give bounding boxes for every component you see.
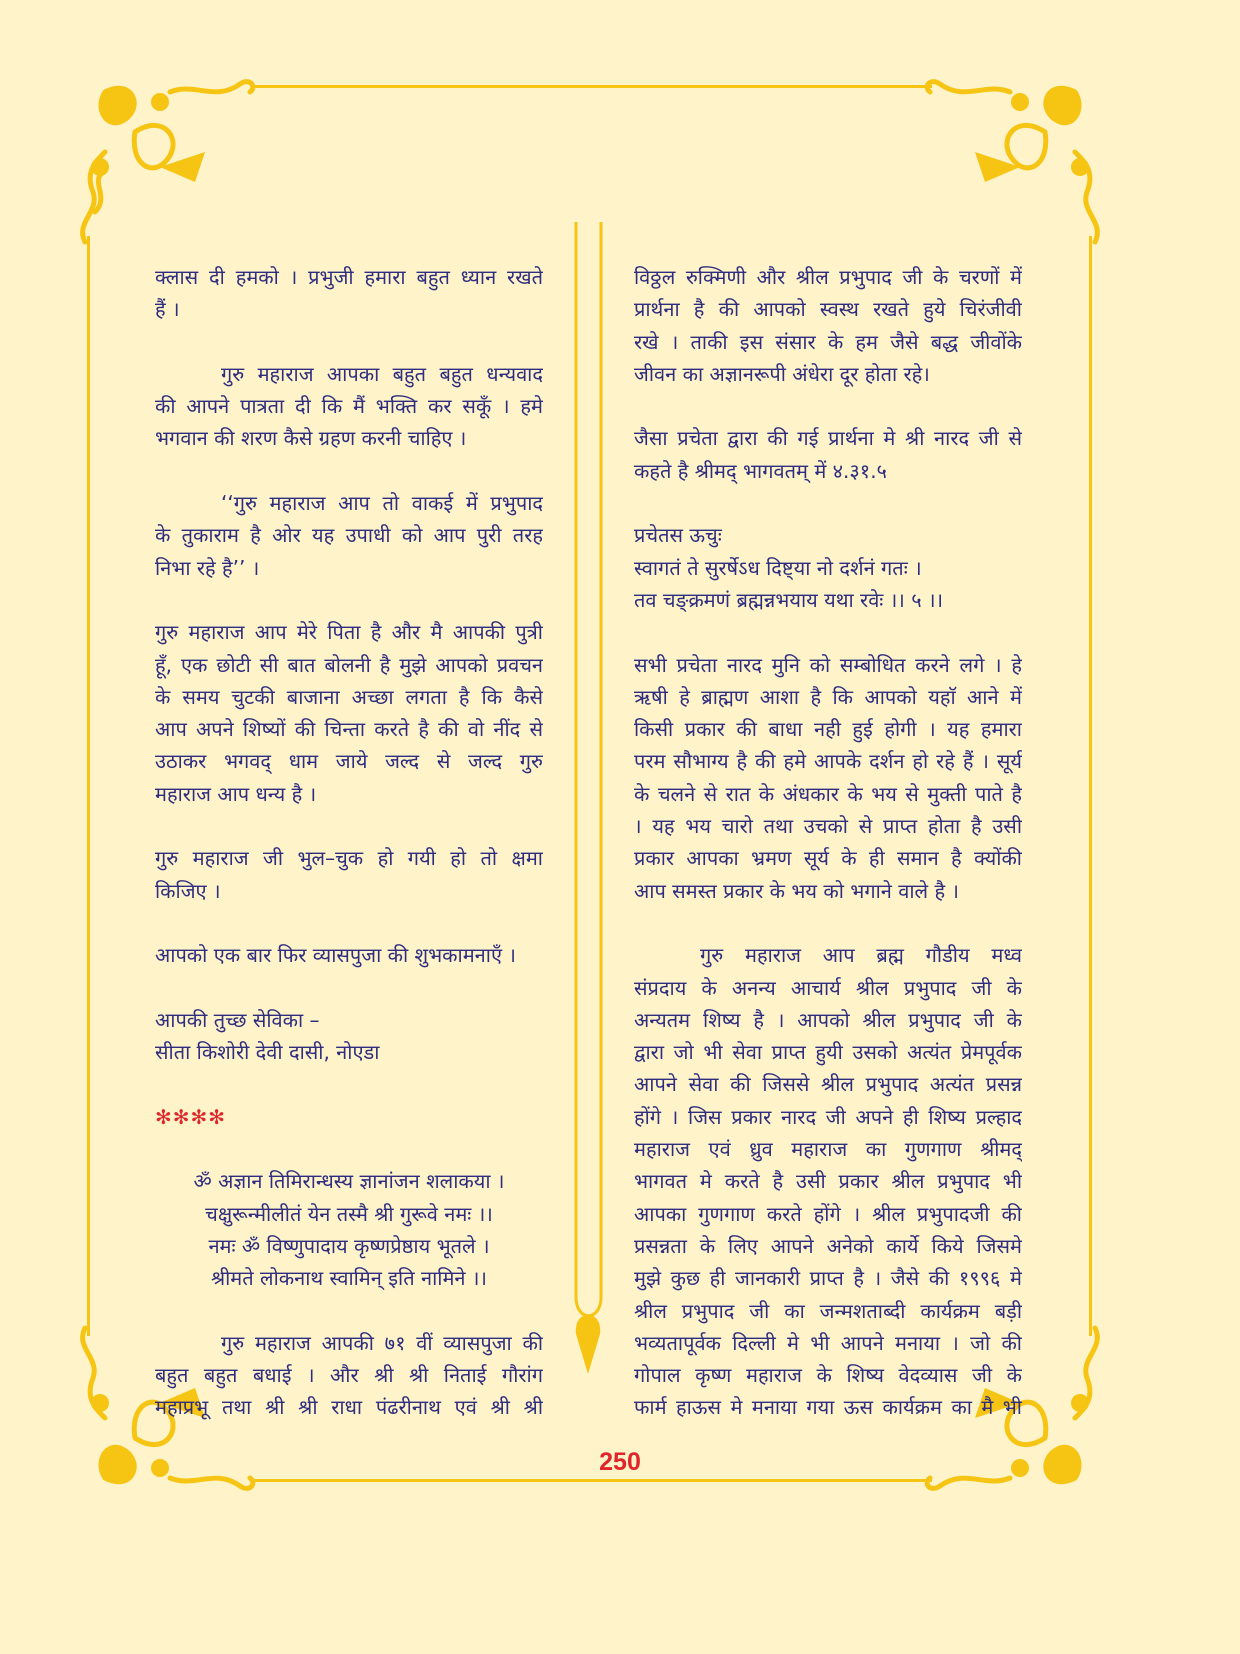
paragraph [634,422,1022,487]
text-line: आपने सेवा की जिससे श्रील प्रभुपाद अत्यंत प्रसन्न [634,1072,1022,1097]
text-line: आप समस्त प्रकार के भय को भगाने वाले है । [634,878,959,903]
paragraph-spacer [155,907,543,939]
paragraph-spacer [634,487,1022,519]
paragraph-spacer [155,455,543,487]
text-line: कहते है श्रीमद् भागवतम् में ४.३१.५ [634,458,887,483]
text-line: अन्यतम शिष्य है । आपको श्रील प्रभुपाद जी के [634,1007,1022,1032]
paragraph [634,261,1022,390]
text-line: महाप्रभू तथा श्री श्री राधा पंढरीनाथ एवं श्री श्री [155,1395,543,1420]
text-line: संप्रदाय के अनन्य आचार्य श्रील प्रभुपाद जी के [634,975,1022,1000]
text-line: आपका गुणगाण करते होंगे । श्रील प्रभुपादजी की [634,1201,1022,1226]
text-line: द्वारा जो भी सेवा प्राप्त हुयी उसको अत्यंत प्रेमपूर्वक [634,1040,1022,1065]
text-line: किजिए । [155,878,221,903]
text-line: चक्षुरून्मीलीतं येन तस्मै श्री गुरूवे नमः ।। [205,1201,493,1226]
paragraph [634,649,1022,907]
paragraph-spacer [155,1133,543,1165]
text-line: उठाकर भगवद् धाम जाये जल्द से जल्द गुरु [155,749,543,774]
paragraph-spacer [155,584,543,616]
text-line: प्रार्थना है की आपको स्वस्थ रखते हुये चिरंजीवी [634,297,1022,322]
text-line: आप अपने शिष्यों की चिन्ता करते है की वो नींद से [155,717,543,742]
text-line: गोपाल कृष्ण महाराज के शिष्य वेदव्यास जी के [634,1363,1022,1388]
paragraph [155,1004,543,1069]
text-line: विठ्ठल रुक्मिणी और श्रील प्रभुपाद जी के चरणों में [634,265,1022,289]
text-line: गुरु महाराज आप ब्रह्म गौडीय मध्व [700,943,1022,968]
text-line: गुरु महाराज आपकी ७१ वीं व्यासपुजा की [221,1330,543,1355]
text-line: हैं । [155,297,180,322]
page-number: 250 [599,1448,641,1476]
bottom-border-line [252,1479,932,1482]
text-line: श्रीमते लोकनाथ स्वामिन् इति नामिने ।। [210,1266,488,1291]
text-line: भगवान की शरण कैसे ग्रहण करनी चाहिए । [155,426,467,451]
paragraph [155,616,543,810]
corner-ornament-icon [915,72,1105,252]
paragraph [155,487,543,584]
paragraph [155,842,543,907]
paragraph [155,939,543,971]
paragraph-spacer [155,326,543,358]
paragraph-spacer [155,1295,543,1327]
text-line: सीता किशोरी देवी दासी, नोएडा [155,1040,380,1065]
text-line: आपको एक बार फिर व्यासपुजा की शुभकामनाएँ । [155,943,516,968]
text-line: के तुकाराम है ओर यह उपाधी को आप पुरी तरह [155,523,543,548]
text-line: के चलने से रात के अंधकार के भय से मुक्ती पाते है [634,781,1022,806]
text-line: की आपने पात्रता दी कि मैं भक्ति कर सकूँ । हमे [155,394,543,419]
text-line: महाराज एवं ध्रुव महाराज का गुणगाण श्रीमद् [634,1137,1022,1162]
text-line: महाराज आप धन्य है । [155,781,317,806]
text-line: होंगे । जिस प्रकार नारद जी अपने ही शिष्य प्रल्हाद [634,1104,1022,1129]
paragraph-spacer [634,616,1022,648]
text-line: सभी प्रचेता नारद मुनि को सम्बोधित करने लगे । हे [634,652,1022,677]
left-column [155,261,543,1424]
text-line: गुरु महाराज आपका बहुत बहुत धन्यवाद [221,361,543,386]
text-line: भव्यतापूर्वक दिल्ली मे भी आपने मनाया । जो की [634,1330,1022,1355]
paragraph-spacer [155,972,543,1004]
text-line: क्लास दी हमको । प्रभुजी हमारा बहुत ध्यान रखते [155,265,543,289]
paragraph-spacer [155,810,543,842]
paragraph [155,358,543,455]
paragraph [155,261,543,326]
paragraph [155,1327,543,1424]
text-line: प्रसन्नता के लिए आपने अनेको कार्ये किये जिसमे [634,1233,1022,1258]
text-line: गुरु महाराज जी भुल–चुक हो गयी हो तो क्षमा [155,846,543,871]
text-line: परम सौभाग्य है की हमे आपके दर्शन हो रहे हैं । सूर्य [634,749,1022,774]
text-line: हूँ, एक छोटी सी बात बोलनी है मुझे आपको प्रवचन [155,652,543,677]
corner-ornament-icon [75,72,265,252]
text-line: तव चङ्क्रमणं ब्रह्मन्नभयाय यथा रवेः ।। ५ ।। [634,587,944,612]
text-line: जीवन का अज्ञानरूपी अंधेरा दूर होता रहे। [634,361,930,386]
paragraph [634,519,1022,616]
text-line: जैसा प्रचेता द्वारा की गई प्रार्थना मे श्री नारद जी से [634,426,1022,451]
right-column [634,261,1022,1424]
text-line: प्रचेतस ऊचुः [634,523,722,548]
paragraph [155,1165,543,1294]
paragraph [155,1101,543,1133]
text-line: श्रील प्रभुपाद जी का जन्मशताब्दी कार्यक्रम बड़ी [634,1298,1022,1323]
section-separator-stars: ✻✻✻✻ [155,1104,227,1129]
text-line: गुरु महाराज आप मेरे पिता है और मै आपकी पुत्री [155,620,543,645]
text-line: रखे । ताकी इस संसार के हम जैसे बद्ध जीवोंके [634,329,1022,354]
text-line: निभा रहे है’’ । [155,555,260,580]
text-line: स्वागतं ते सुरर्षेऽध दिष्ट्या नो दर्शनं गतः । [634,555,922,580]
text-line: ॐ अज्ञान तिमिरान्धस्य ज्ञानांजन शलाकया । [193,1169,505,1194]
top-border-line [252,85,932,88]
text-line: आपकी तुच्छ सेविका – [155,1007,320,1032]
right-border-line [1089,236,1092,1336]
text-line: । यह भय चारो तथा उचको से प्राप्त होता है उसी [634,814,1022,839]
paragraph-spacer [155,1068,543,1100]
left-border-line [87,236,90,1336]
text-line: बहुत बहुत बधाई । और श्री श्री निताई गौरांग [155,1363,543,1388]
text-line: ‘‘गुरु महाराज आप तो वाकई में प्रभुपाद [221,491,543,516]
text-line: फार्म हाऊस मे मनाया गया ऊस कार्यक्रम का मै भी [634,1395,1022,1420]
text-line: किसी प्रकार की बाधा नही हुई होगी । यह हमारा [634,717,1022,742]
center-divider-tilak [569,222,609,1382]
text-line: नमः ॐ विष्णुपादाय कृष्णप्रेष्ठाय भूतले । [208,1233,490,1258]
text-line: भागवत मे करते है उसी प्रकार श्रील प्रभुपाद भी [634,1169,1022,1194]
text-line: ऋषी हे ब्राह्मण आशा है कि आपको यहाॅ आने में [634,684,1022,709]
paragraph [634,939,1022,1423]
text-line: मुझे कुछ ही जानकारी प्राप्त है । जैसे की १९९६ मे [634,1266,1022,1291]
text-line: के समय चुटकी बाजाना अच्छा लगता है कि कैसे [155,684,543,709]
paragraph-spacer [634,907,1022,939]
paragraph-spacer [634,390,1022,422]
text-line: प्रकार आपका भ्रमण सूर्य के ही समान है क्योंकी [634,846,1022,871]
